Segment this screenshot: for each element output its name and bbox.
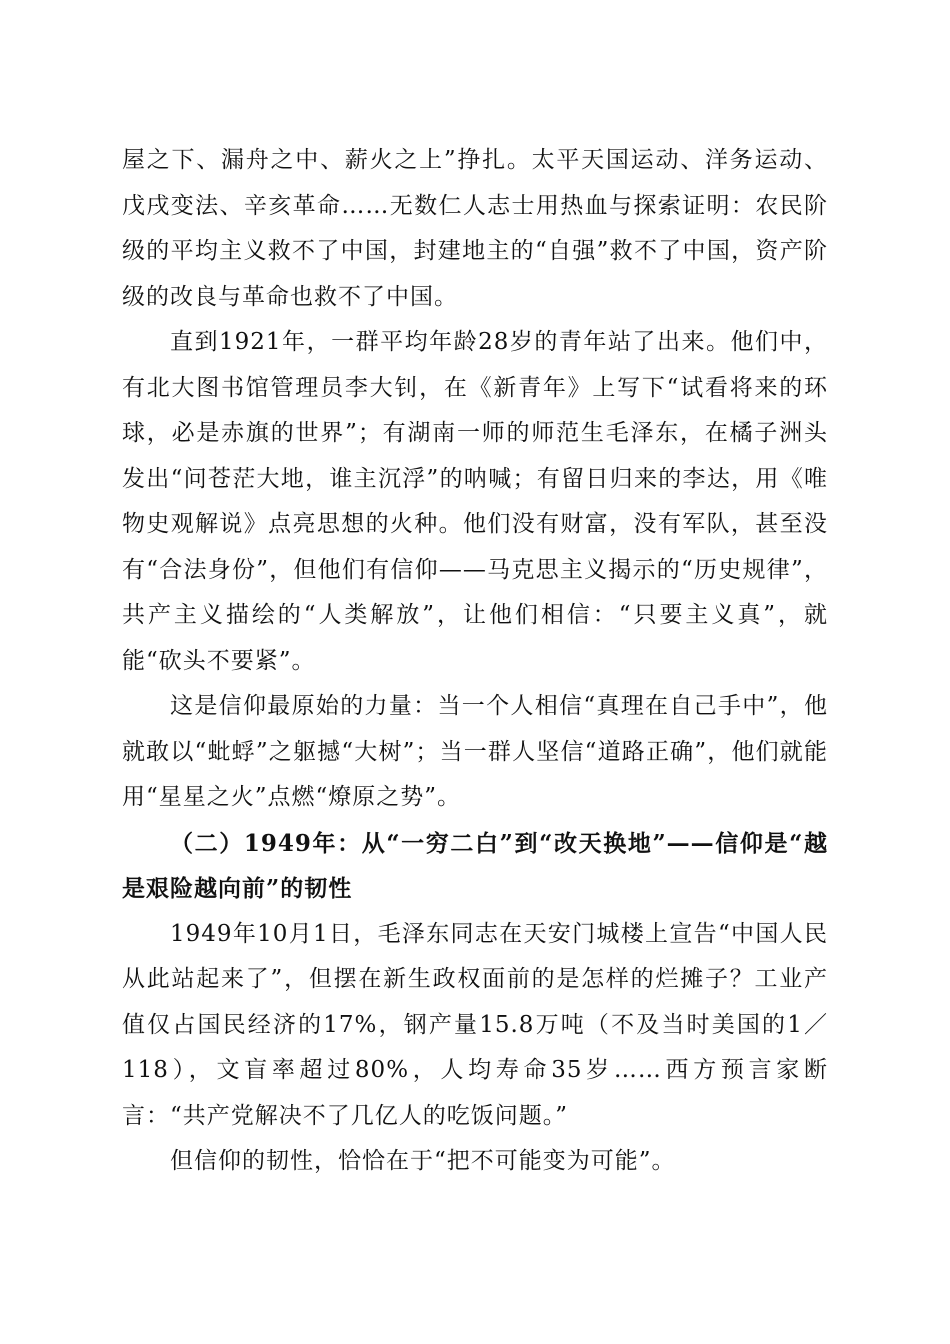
document-page xyxy=(122,138,828,1185)
paragraph-founding-1921: 直到1921年，一群平均年龄28岁的青年站了出来。他们中，有北大图书馆管理员李大钊，在《新青年》上写下“试看将来的环球，必是赤旗的世界”；有湖南一师的师范生毛泽东，在橘子洲头发出“问苍茫大地，谁主沉浮”的呐喊；有留日归来的李达，用《唯物史观解说》点亮思想的火种。他们没有财富，没有军队，甚至没有“合法身份”，但他们有信仰——马克思主义揭示的“历史规律”，共产主义描绘的“人类解放”，让他们相信：“只要主义真”，就能“砍头不要紧”。 xyxy=(122,329,828,674)
paragraph-resilience: 但信仰的韧性，恰恰在于“把不可能变为可能”。 xyxy=(170,1148,676,1174)
paragraph-power-of-faith: 这是信仰最原始的力量：当一个人相信“真理在自己手中”，他就敢以“蚍蜉”之躯撼“大树”；当一群人坚信“道路正确”，他们就能用“星星之火”点燃“燎原之势”。 xyxy=(122,693,828,810)
paragraph-continued: 屋之下、漏舟之中、薪火之上”挣扎。太平天国运动、洋务运动、戊戌变法、辛亥革命……无数仁人志士用热血与探索证明：农民阶级的平均主义救不了中国，封建地主的“自强”救不了中国，资产阶级的改良与革命也救不了中国。 xyxy=(122,147,828,310)
section-heading-1949: （二）1949年：从“一穷二白”到“改天换地”——信仰是“越是艰险越向前”的韧性 xyxy=(122,829,828,902)
paragraph-1949-founding: 1949年10月1日，毛泽东同志在天安门城楼上宣告“中国人民从此站起来了”，但摆在新生政权面前的是怎样的烂摊子？工业产值仅占国民经济的17%，钢产量15.8万吨（不及当时美国的1／118），文盲率超过80%，人均寿命35岁……西方预言家断言：“共产党解决不了几亿人的吃饭问题。” xyxy=(122,920,828,1129)
